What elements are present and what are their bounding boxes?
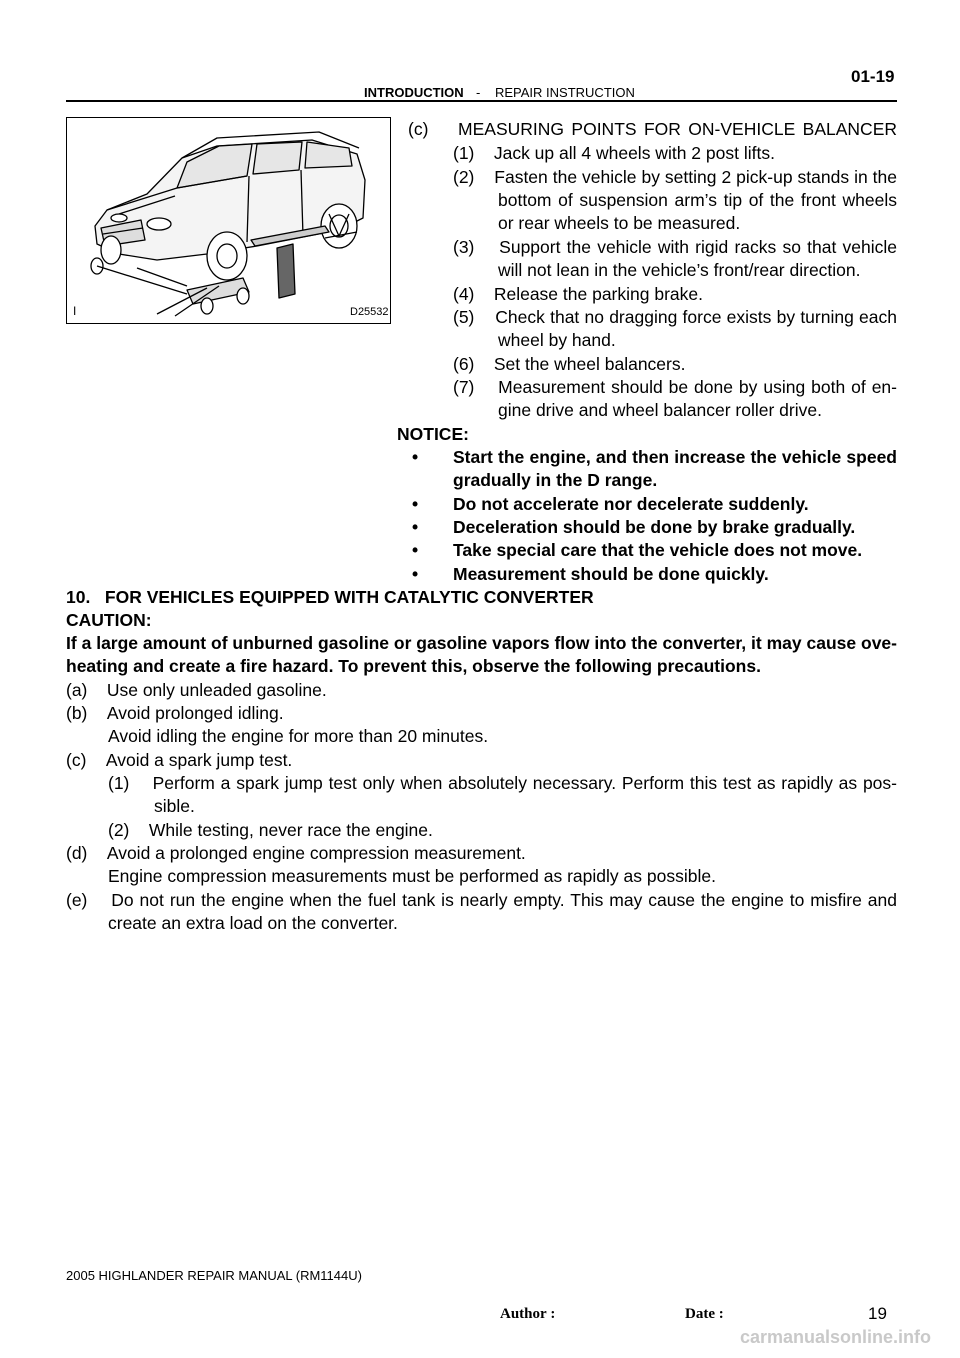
notice-item-3: Deceleration should be done by brake gradually. xyxy=(453,517,856,537)
item-d-detail: Engine compression measurements must be performed as rapidly as possible. xyxy=(108,866,716,886)
item-b-detail: Avoid idling the engine for more than 20 minutes. xyxy=(108,726,489,746)
caution-line-1: If a large amount of unburned gasoline or gasoline vapors flow into the converter, it may cause ove- xyxy=(66,633,897,653)
step-2-line-1: (2) Fasten the vehicle by setting 2 pick-up stands in the xyxy=(453,167,897,187)
step-6: (6) Set the wheel balancers. xyxy=(453,354,686,374)
item-c-1-line-1: (1) Perform a spark jump test only when absolutely necessary. Perform this test as rapidly as pos- xyxy=(108,773,897,793)
item-c-2: (2) While testing, never race the engine. xyxy=(108,820,433,840)
item-b: (b) Avoid prolonged idling. xyxy=(66,703,284,723)
step-2-line-3: or rear wheels to be measured. xyxy=(498,213,741,233)
step-1: (1) Jack up all 4 wheels with 2 post lifts. xyxy=(453,143,775,163)
item-c: (c) Avoid a spark jump test. xyxy=(66,750,293,770)
watermark: carmanualsonline.info xyxy=(740,1327,932,1347)
figure-marker: I xyxy=(73,304,77,318)
notice-item-1-line-2: gradually in the D range. xyxy=(453,470,658,490)
step-5-line-1: (5) Check that no dragging force exists by turning each xyxy=(453,307,897,327)
item-c-1-line-2: sible. xyxy=(154,796,195,816)
vehicle-lift-illustration xyxy=(66,117,391,324)
bullet-5: • xyxy=(412,564,419,584)
bullet-4: • xyxy=(412,540,419,560)
caution-heading: CAUTION: xyxy=(66,610,152,630)
bullet-2: • xyxy=(412,494,419,514)
notice-heading: NOTICE: xyxy=(397,424,469,444)
item-d: (d) Avoid a prolonged engine compression measurement. xyxy=(66,843,526,863)
date-label: Date : xyxy=(685,1306,724,1322)
step-7-line-2: gine drive and wheel balancer roller drive. xyxy=(498,400,822,420)
step-4: (4) Release the parking brake. xyxy=(453,284,703,304)
step-7-line-1: (7) Measurement should be done by using both of en- xyxy=(453,377,897,397)
header-separator: - xyxy=(476,85,481,100)
figure-code: D25532 xyxy=(350,306,389,318)
notice-item-5: Measurement should be done quickly. xyxy=(453,564,769,584)
step-5-line-2: wheel by hand. xyxy=(498,330,616,350)
step-3-line-1: (3) Support the vehicle with rigid racks so that vehicle xyxy=(453,237,897,257)
page-number: 19 xyxy=(868,1304,887,1323)
vehicle-on-lift-drawing xyxy=(67,118,389,322)
step-2-line-2: bottom of suspension arm’s tip of the front wheels xyxy=(498,190,897,210)
notice-item-1-line-1: Start the engine, and then increase the vehicle speed xyxy=(453,447,897,467)
header-subsection: REPAIR INSTRUCTION xyxy=(495,85,635,100)
caution-line-2: heating and create a fire hazard. To prevent this, observe the following precautions. xyxy=(66,656,761,676)
notice-item-4: Take special care that the vehicle does not move. xyxy=(453,540,863,560)
section-10-heading: 10. FOR VEHICLES EQUIPPED WITH CATALYTIC CONVERTER xyxy=(66,587,594,607)
measuring-points-heading: (c) MEASURING POINTS FOR ON-VEHICLE BALANCER xyxy=(408,119,897,139)
notice-item-2: Do not accelerate nor decelerate suddenly. xyxy=(453,494,809,514)
item-e-line-1: (e) Do not run the engine when the fuel tank is nearly empty. This may cause the engine to misfire and xyxy=(66,890,897,910)
bullet-1: • xyxy=(412,447,419,467)
page-code: 01-19 xyxy=(851,67,895,86)
author-label: Author : xyxy=(500,1306,556,1322)
item-a: (a) Use only unleaded gasoline. xyxy=(66,680,327,700)
manual-title: 2005 HIGHLANDER REPAIR MANUAL (RM1144U) xyxy=(66,1268,362,1283)
bullet-3: • xyxy=(412,517,419,537)
step-3-line-2: will not lean in the vehicle’s front/rear direction. xyxy=(498,260,861,280)
header-section: INTRODUCTION xyxy=(364,85,464,100)
header-rule xyxy=(66,100,897,102)
item-e-line-2: create an extra load on the converter. xyxy=(108,913,398,933)
